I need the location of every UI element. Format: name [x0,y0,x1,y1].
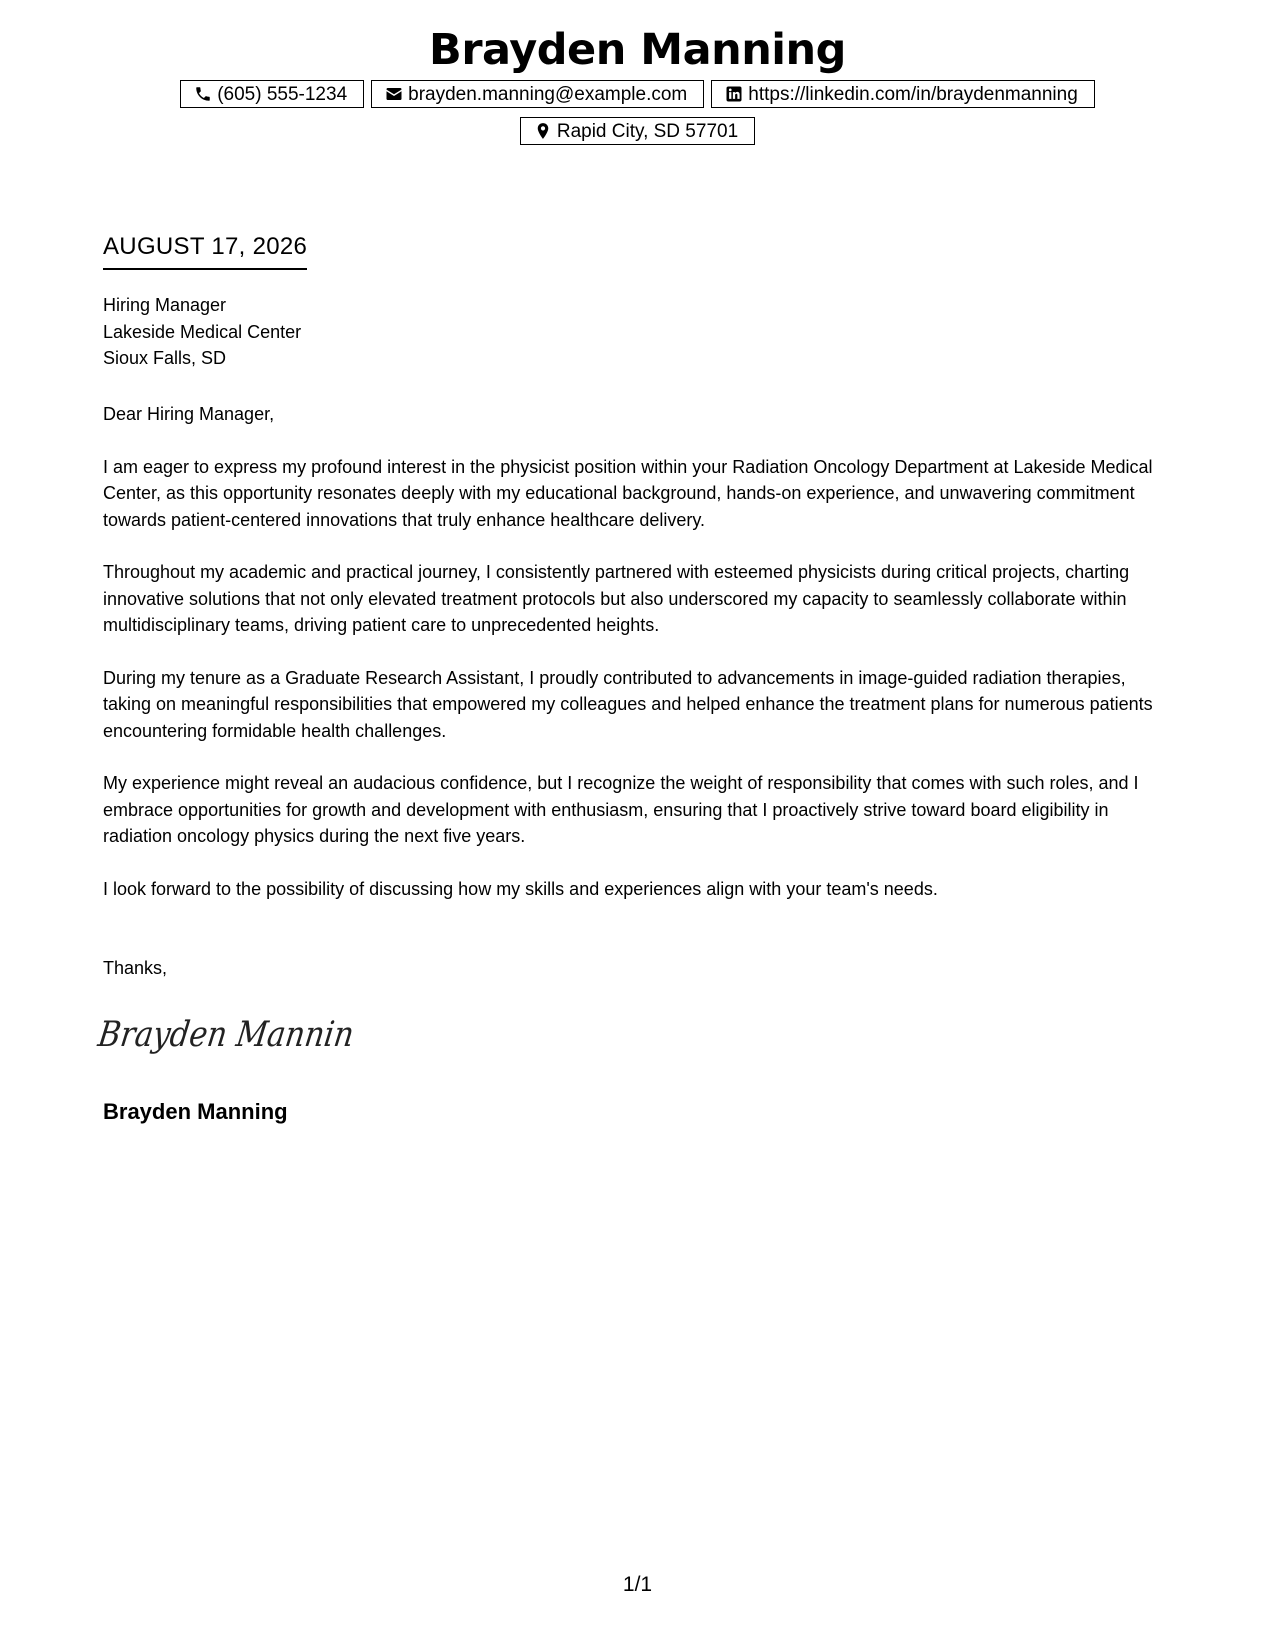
envelope-icon [385,85,403,103]
body-paragraph: I look forward to the possibility of discussing how my skills and experiences align with your team's needs. [103,878,938,899]
signer-name: Brayden Manning [103,1099,288,1124]
phone-number: (605) 555-1234 [217,83,348,105]
recipient-block [103,292,301,372]
applicant-name: Brayden Manning [429,25,846,75]
phone-chip [180,80,364,108]
letter-body [103,401,1178,928]
body-paragraph: My experience might reveal an audacious confidence, but I recognize the weight of responsibility that comes with such roles, and I embrace opportunities for growth and development with enthusiasm, ensuring that I proactively strive toward board eligibility in radiation oncology physics during the next five years. [103,773,1139,846]
email-chip [371,80,704,108]
map-pin-icon [534,122,552,140]
salutation: Dear Hiring Manager, [103,404,275,424]
body-paragraph: I am eager to express my profound interest in the physicist position within your Radiation Oncology Department at Lakeside Medical Center, as this opportunity resonates deeply with my educational background, hands-on experience, and unwavering commitment towards patient-centered innovations that truly enhance healthcare delivery. [103,456,1153,530]
phone-icon [194,85,212,103]
recipient-location: Sioux Falls, SD [103,348,227,368]
recipient-organization: Lakeside Medical Center [103,321,302,342]
page-indicator: 1/1 [622,1573,653,1596]
contact-row-location [0,117,1275,145]
location-text: Rapid City, SD 57701 [556,120,739,142]
location-chip [520,117,755,145]
recipient-title: Hiring Manager [103,295,227,315]
email-address: brayden.manning@example.com [408,83,688,105]
linkedin-icon [725,85,743,103]
body-paragraph: Throughout my academic and practical journey, I consistently partnered with esteemed physicists during critical projects, charting innovative solutions that not only elevated treatment protocols but also underscored my capacity to seamlessly collaborate within multidisciplinary teams, driving patient care to unprecedented heights. [103,562,1130,635]
linkedin-url: https://linkedin.com/in/braydenmanning [748,83,1078,105]
handwritten-signature [95,1010,397,1060]
signature-text: Brayden Mannin [95,1014,397,1055]
linkedin-chip [711,80,1095,108]
contact-row [0,80,1275,108]
closing: Thanks, [103,958,168,978]
body-paragraph: During my tenure as a Graduate Research Assistant, I proudly contributed to advancements in image-guided radiation therapies, taking on meaningful responsibilities that empowered my colleagues and helped enhance the treatment plans for numerous patients encountering formidable health challenges. [103,667,1153,741]
letter-date: AUGUST 17, 2026 [103,232,307,270]
